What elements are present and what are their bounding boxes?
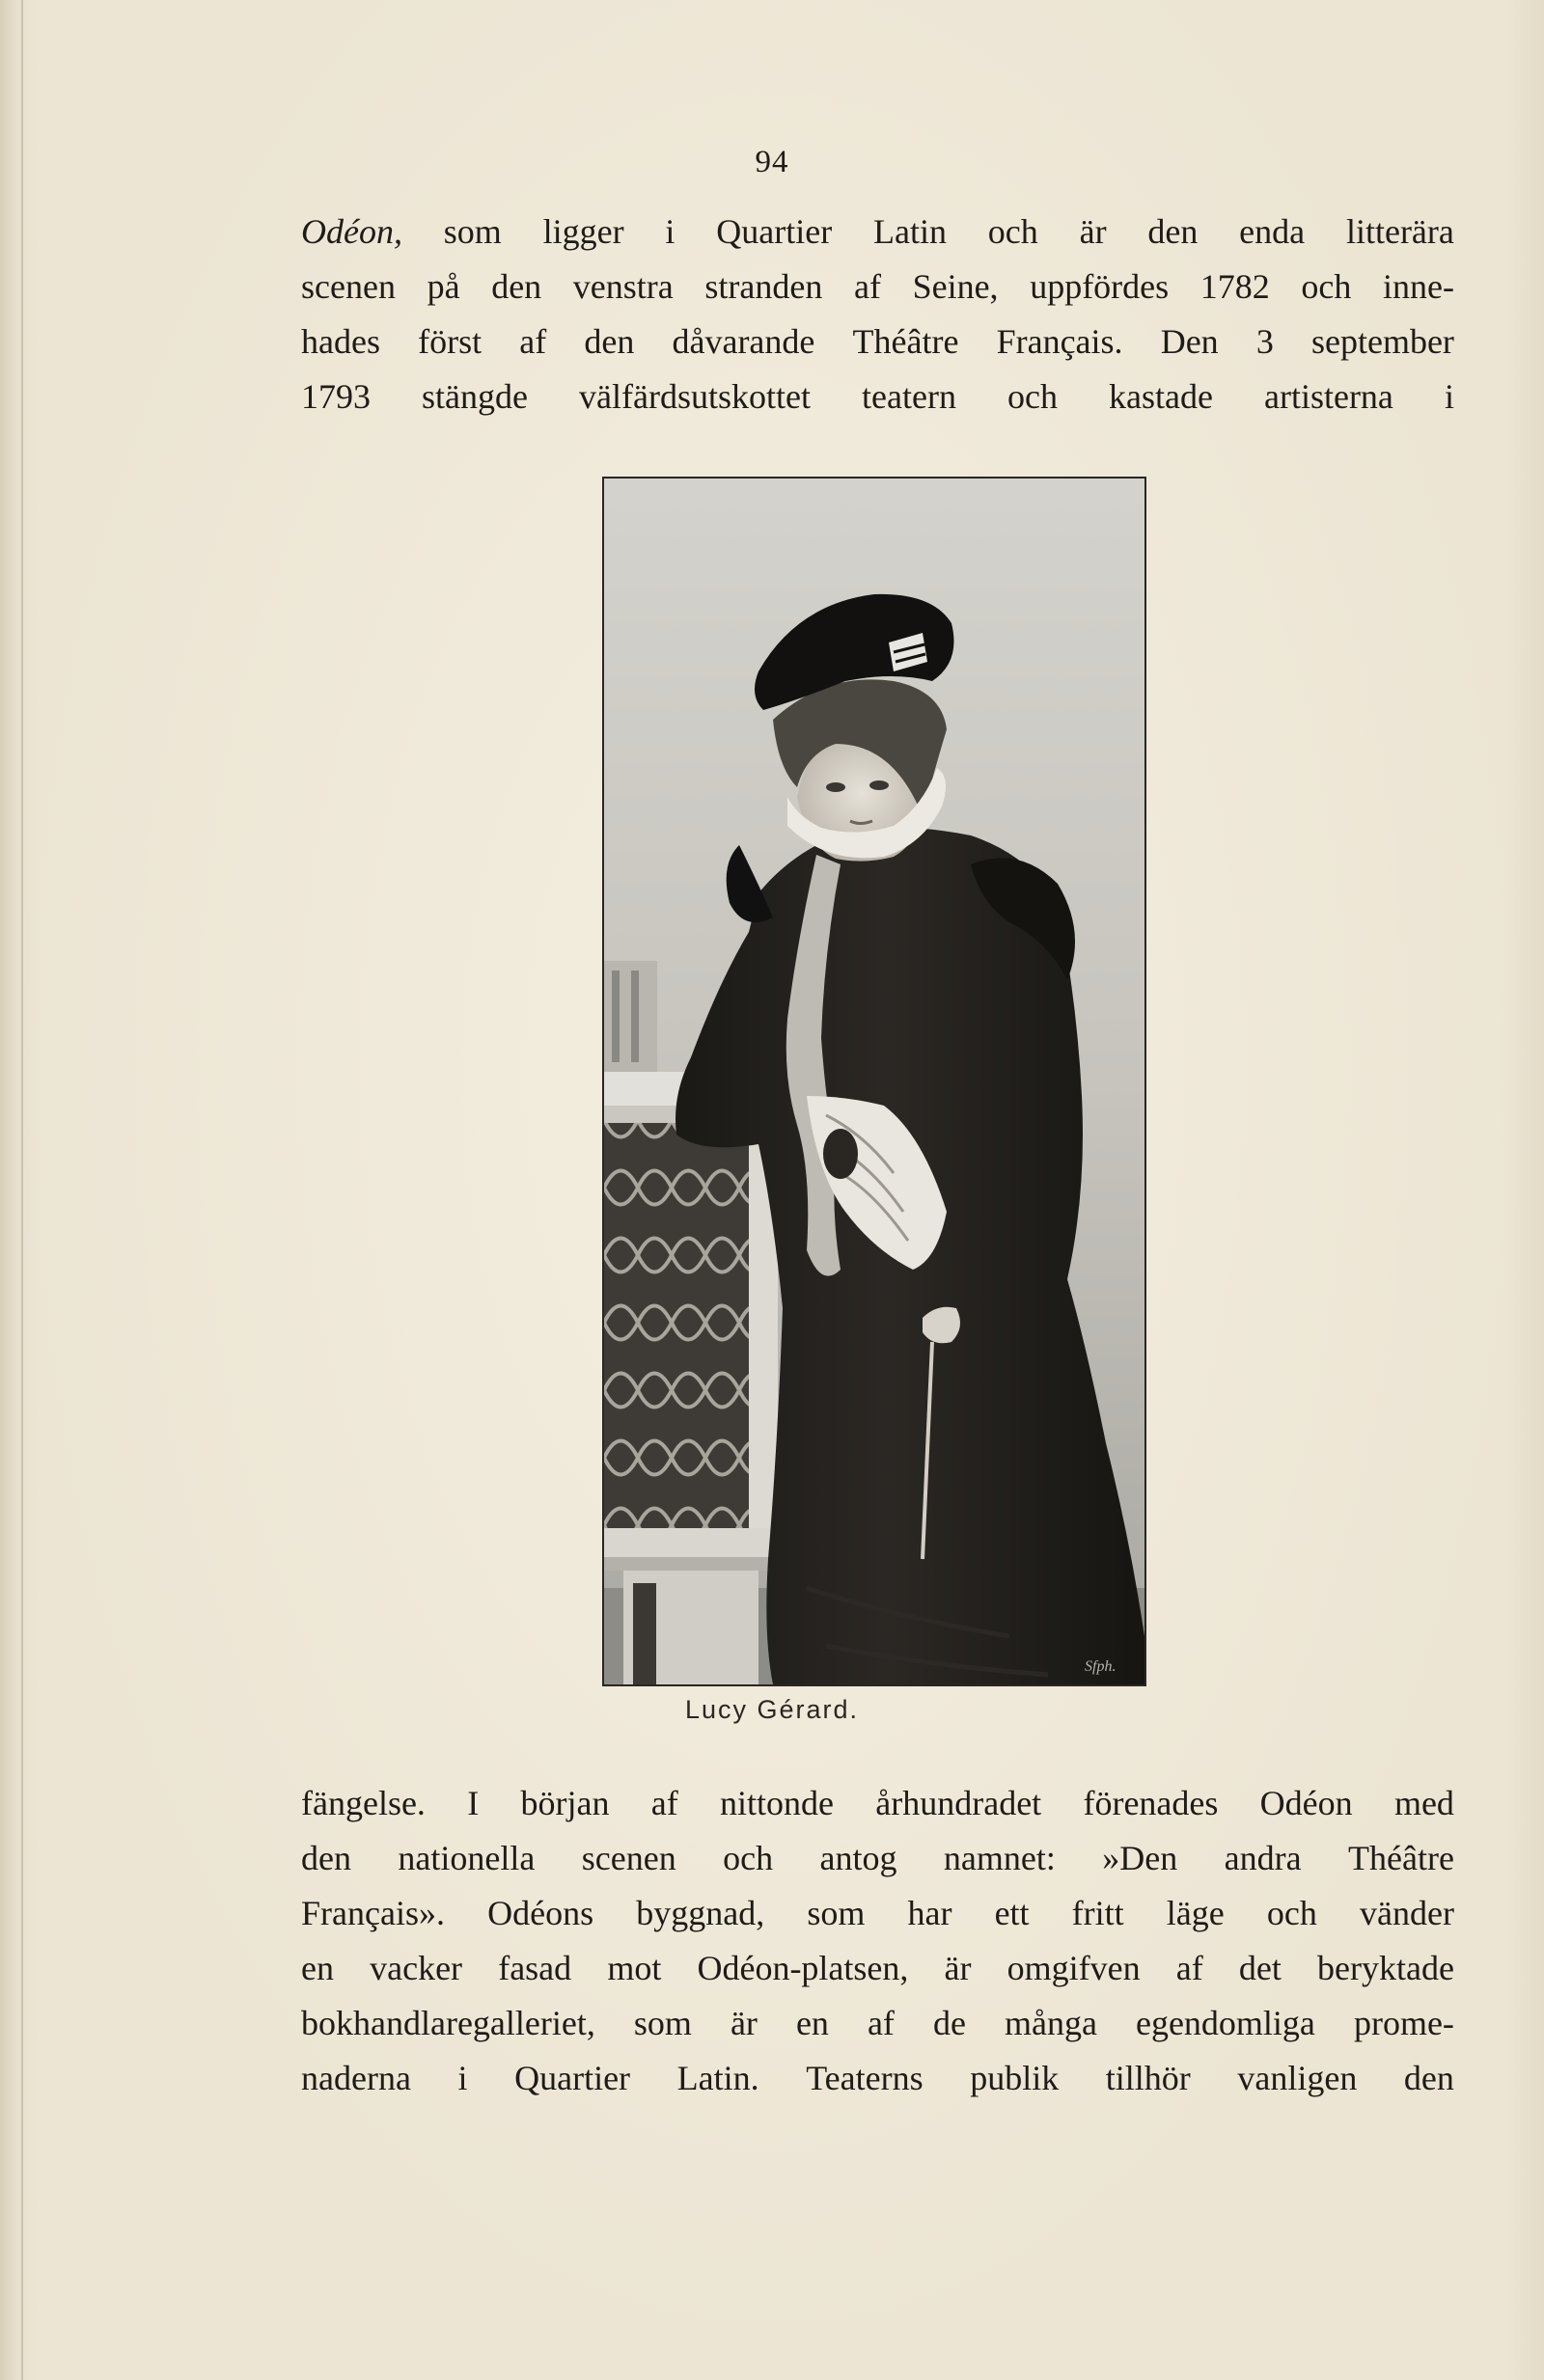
word: 1793 [301,377,371,416]
word: af [1175,1949,1203,1987]
word: som [443,212,502,251]
word: dåvarande [672,322,815,361]
word: andra [1224,1839,1302,1877]
text-line [301,1996,1454,2051]
word: Latin. [676,2059,759,2097]
word: nittonde [720,1784,834,1822]
portrait-illustration [604,479,1144,1684]
word: och [1266,1894,1317,1932]
word: fritt [1071,1894,1124,1932]
word: Teaterns [806,2059,924,2097]
word: de [932,2004,966,2042]
word: naderna [301,2059,411,2097]
word: Quartier [514,2059,631,2097]
paragraph-bottom [301,1776,1454,2106]
word: litterära [1345,212,1454,251]
word: 1782 [1199,267,1270,306]
word: på [427,267,460,306]
word: och [1301,267,1352,306]
word: I [467,1784,480,1822]
word: enda [1239,212,1306,251]
word: hades [301,322,380,361]
word: förenades [1083,1784,1219,1822]
word: den [301,1839,351,1877]
word: Odéon [1259,1784,1353,1822]
word: kastade [1109,377,1213,416]
word: stranden [704,267,823,306]
portrait-photograph [602,477,1146,1686]
word: först [418,322,482,361]
word: teatern [862,377,956,416]
word: af [867,2004,895,2042]
text-line [301,369,1454,424]
word: och [723,1839,774,1877]
text-line [301,1776,1454,1831]
word: byggnad, [636,1894,765,1932]
word: bokhandlaregalleriet, [301,2004,595,2042]
word: venstra [572,267,674,306]
word: beryktade [1317,1949,1454,1987]
word: vänder [1359,1894,1454,1932]
word: Français. [996,322,1123,361]
word: som [807,1894,866,1932]
word: Français». [301,1894,445,1932]
word: vacker [370,1949,463,1987]
word: den [584,322,635,361]
word: stängde [422,377,528,416]
word: af [853,267,881,306]
word: af [650,1784,678,1822]
word: Théâtre [852,322,959,361]
word: många [1004,2004,1097,2042]
word: vanligen [1237,2059,1358,2097]
page-gutter [21,0,23,2380]
word: Odéon-platsen, [697,1949,909,1987]
word: scenen [581,1839,676,1877]
word: Odéons [487,1894,594,1932]
word: fasad [498,1949,572,1987]
word: är [1079,212,1107,251]
word: scenen [301,267,396,306]
word: en [301,1949,334,1987]
text-line [301,1941,1454,1996]
text-line [301,2051,1454,2106]
word: egendomliga [1135,2004,1315,2042]
word: fängelse. [301,1784,426,1822]
word: september [1310,322,1454,361]
word: Den [1160,322,1219,361]
word: Seine, [912,267,999,306]
word: omgifven [1006,1949,1141,1987]
text-line [301,205,1454,260]
word: en [795,2004,829,2042]
word: i [665,212,676,251]
word: den [491,267,542,306]
text-line [301,1831,1454,1886]
word: den [1403,2059,1454,2097]
word: antog [819,1839,897,1877]
word: har [907,1894,952,1932]
paragraph-top [301,205,1454,424]
word: artisterna [1263,377,1393,416]
engraver-mark: Sfph. [1085,1658,1117,1675]
word: tillhör [1105,2059,1191,2097]
word: prome- [1353,2004,1454,2042]
page-number: 94 [755,145,789,179]
word: som [633,2004,692,2042]
word: det [1238,1949,1282,1987]
word: och [1006,377,1058,416]
figure-caption: Lucy Gérard. [684,1695,860,1724]
word: nationella [398,1839,536,1877]
word: inne- [1383,267,1454,306]
word: Latin [873,212,947,251]
word: ett [994,1894,1030,1932]
word: är [730,2004,758,2042]
word: af [519,322,547,361]
word: Théâtre [1348,1839,1454,1877]
word: är [944,1949,972,1987]
text-line [301,260,1454,315]
word: läge [1166,1894,1225,1932]
word: »Den [1102,1839,1178,1877]
word: välfärdsutskottet [579,377,811,416]
word: uppfördes [1030,267,1170,306]
word: mot [607,1949,662,1987]
word: och [987,212,1038,251]
text-line [301,1886,1454,1941]
word: i [457,2059,468,2097]
word: den [1147,212,1199,251]
word: ligger [542,212,624,251]
word: publik [970,2059,1060,2097]
word: Quartier [716,212,833,251]
word: namnet: [943,1839,1056,1877]
word: med [1393,1784,1454,1822]
word: 3 [1255,322,1274,361]
text-line [301,315,1454,369]
word: Odéon, [301,212,402,251]
word: i [1444,377,1454,416]
word: början [520,1784,610,1822]
word: århundradet [875,1784,1042,1822]
